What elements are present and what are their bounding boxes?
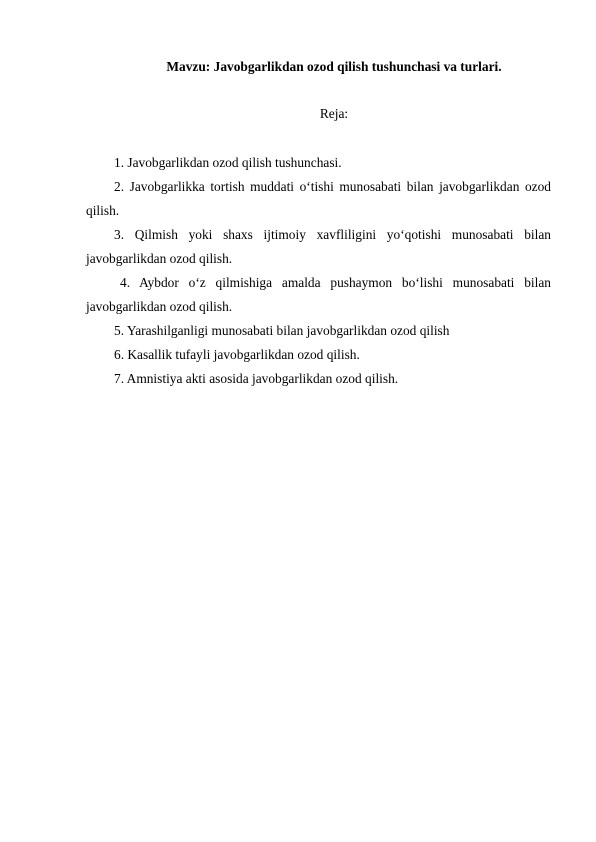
plan-item-5: 5. Yarashilganligi munosabati bilan javobgarlikdan ozod qilish [114,323,450,338]
plan-heading: Reja: [319,106,349,121]
plan-item-4: 4. Aybdor o‘z qilmishiga amalda pushaymon bo‘lishi munosabati bilan javobgarlikdan ozod qilish. [86,275,551,314]
plan-item-3: 3. Qilmish yoki shaxs ijtimoiy xavfliligini yo‘qotishi munosabati bilan javobgarlikdan ozod qilish. [86,227,551,266]
plan-item-1: 1. Javobgarlikdan ozod qilish tushunchasi. [114,155,342,170]
plan-item-2: 2. Javobgarlikka tortish muddati o‘tishi munosabati bilan javobgarlikdan ozod qilish. [86,179,551,218]
plan-item-7: 7. Amnistiya akti asosida javobgarlikdan ozod qilish. [114,371,399,386]
document-title: Mavzu: Javobgarlikdan ozod qilish tushunchasi va turlari. [166,59,502,74]
plan-list [86,151,551,391]
plan-item-6: 6. Kasallik tufayli javobgarlikdan ozod qilish. [114,347,360,362]
